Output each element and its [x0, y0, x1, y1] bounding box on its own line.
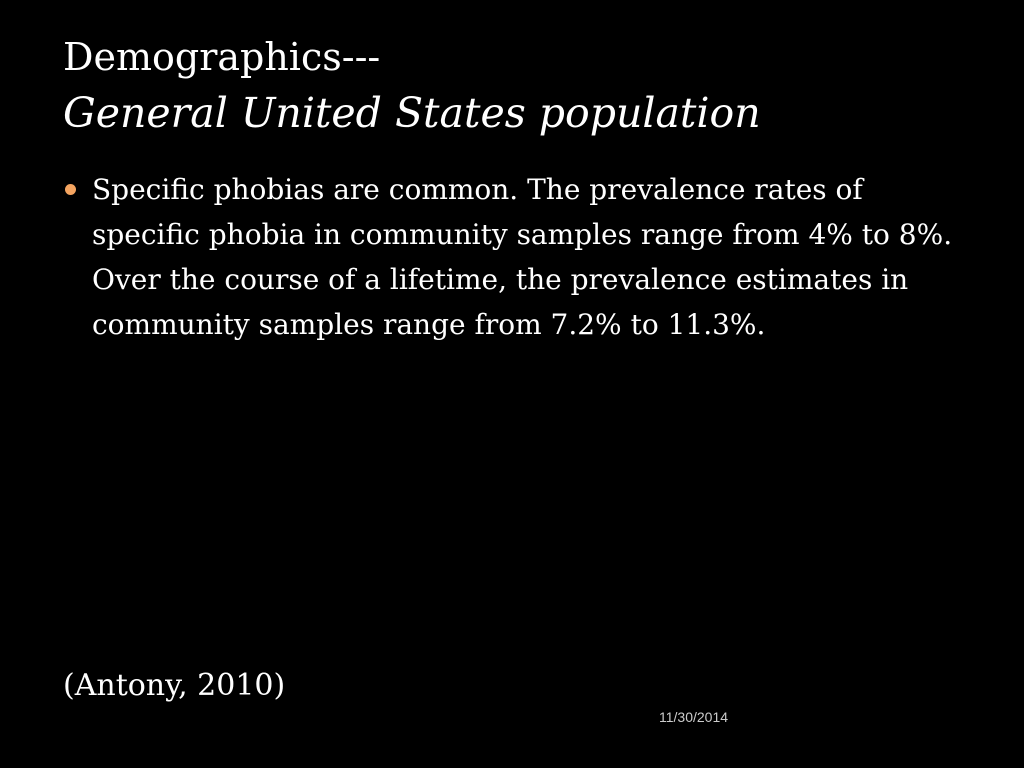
title-main: Demographics--- — [63, 35, 381, 79]
bullet-text: Specific phobias are common. The prevalence rates of specific phobia in community samples range from 4% to 8%. Over the course of a lifetime, the prevalence estimates in community samples range from 7.2% to 11.3%. — [92, 173, 953, 341]
title-subtitle: General United States population — [63, 89, 761, 137]
bullet-item — [63, 167, 963, 347]
bullet-dot-icon — [65, 184, 76, 195]
citation: (Antony, 2010) — [63, 668, 286, 703]
slide-date: 11/30/2014 — [659, 709, 729, 725]
slide-title — [63, 30, 963, 142]
bullet-list — [63, 167, 963, 347]
